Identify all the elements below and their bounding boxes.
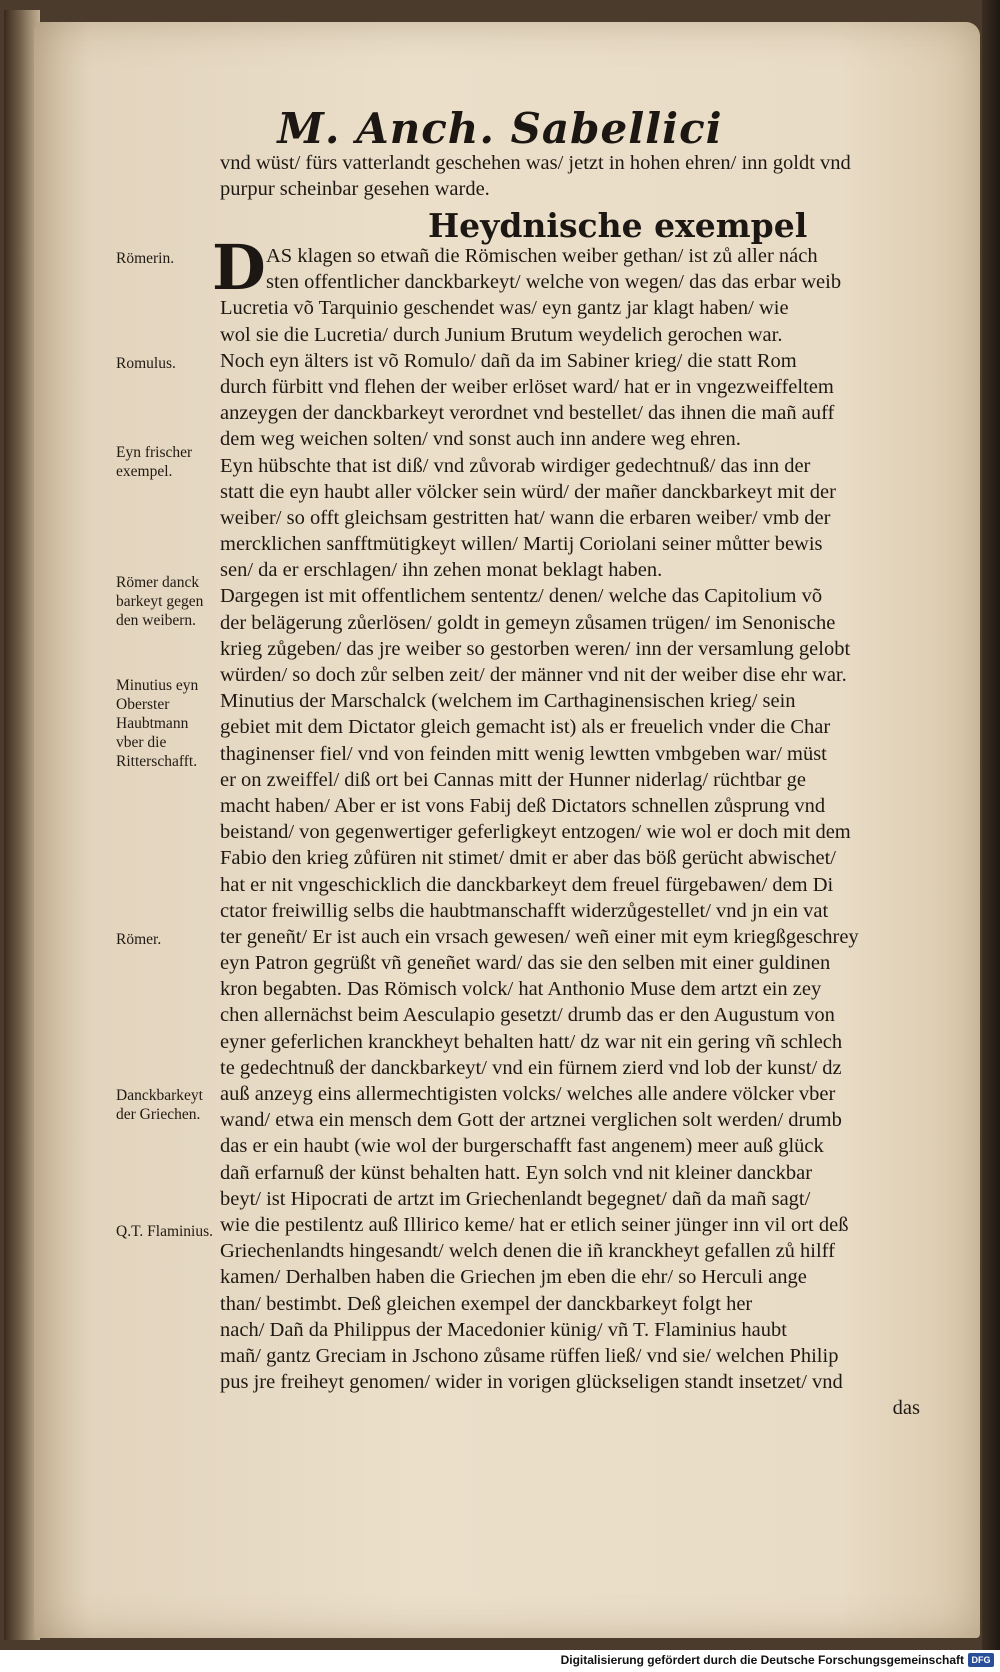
drop-cap: D (212, 231, 266, 304)
text-line: anzeygen der danckbarkeyt verordnet vnd bestellet/ das ihnen die mañ auff (220, 402, 835, 425)
text-line: ctator freiwillig selbs die haubtmanschafft widerzůgestellet/ vnd jn ein vat (220, 899, 829, 922)
text-line: chen allernächst beim Aesculapio gesetzt/ drumb das er den Augustum von (220, 1004, 835, 1027)
text-line: AS klagen so etwañ die Römischen weiber gethan/ ist zů aller nách (266, 245, 818, 267)
scan-right-border (982, 0, 1000, 1650)
text-line: Griechenlandts hingesandt/ welch denen die iñ kranckheyt gefallen zů hilff (220, 1240, 835, 1263)
margin-note: Minutius eyn Oberster Haubtmann vber die Ritterschafft. (116, 677, 199, 770)
text-line: eyner geferlichen kranckheyt behalten hatt/ dz war nit ein gering vñ schlech (220, 1030, 843, 1053)
text-line: der belägerung zůerlösen/ goldt in gemeyn zůsamen trügen/ im Senonische (220, 611, 836, 634)
text-line: Fabio den krieg zůfüren nit stimet/ dmit er aber das böß gerücht abwischet/ (220, 847, 836, 870)
text-line: er on zweiffel/ diß ort bei Cannas mitt der Hunner niderlag/ rüchtbar ge (220, 768, 806, 791)
text-line: nach/ Dañ da Philippus der Macedonier künig/ vñ T. Flaminius haubt (220, 1318, 787, 1341)
text-line: Noch eyn älters ist võ Romulo/ dañ da im Sabiner krieg/ die statt Rom (220, 349, 797, 372)
margin-note: Römerin. (116, 250, 175, 267)
text-line: gebiet mit dem Dictator gleich gemacht ist) als er freuelich vnder die Char (220, 716, 831, 739)
margin-note: Romulus. (116, 355, 176, 372)
section-heading: Heydnische exempel (428, 206, 808, 245)
text-line: statt die eyn haubt aller völcker sein würd/ der mañer danckbarkeyt mit der (220, 480, 836, 503)
text-line: than/ bestimbt. Deß gleichen exempel der danckbarkeyt folgt her (220, 1292, 753, 1315)
text-line: beistand/ von gegenwertiger geferligkeyt entzogen/ wie wol er doch mit dem (220, 821, 851, 844)
running-head: M. Anch. Sabellici (277, 104, 723, 153)
text-line: te gedechtnuß der danckbarkeyt/ vnd ein fürnem zierd vnd lob der kunst/ dz (220, 1056, 842, 1079)
text-line: wol sie die Lucretia/ durch Junium Brutum weydelich gerochen war. (220, 323, 783, 346)
text-line: auß anzeyg eins allermechtigisten volcks/ welches alle andere völcker vber (220, 1083, 836, 1105)
text-line: mañ/ gantz Greciam in Jschono zůsame rüffen ließ/ vnd sie/ welchen Philip (220, 1344, 839, 1367)
text-line: weiber/ so offt gleichsam gestritten hat/ wann die erbaren weiber/ vmb der (220, 506, 831, 529)
text-line: sten offentlicher danckbarkeyt/ welche von wegen/ das das erbar weib (266, 271, 842, 294)
margin-note: Eyn frischer exempel. (116, 444, 193, 480)
catchword: das (892, 1397, 920, 1420)
text-line: Eyn hübschte that ist diß/ vnd zůvorab wirdiger gedechtnuß/ das inn der (220, 454, 811, 477)
text-line: sen/ da er erschlagen/ ihn zehen monat beklagt haben. (220, 559, 663, 582)
text-line: würden/ so doch zůr selben zeit/ der männer vnd nit der weiber dise ehr war. (220, 664, 847, 686)
dfg-logo: DFG (968, 1653, 994, 1667)
text-line: das er ein haubt (wie wol der burgerschafft fast angenem) meer auß glück (220, 1135, 824, 1158)
footer-bar (0, 1650, 1000, 1672)
text-line: purpur scheinbar gesehen warde. (220, 178, 490, 201)
intro-text (220, 150, 920, 202)
text-line: Lucretia võ Tarquinio geschendet was/ eyn gantz jar klagt haben/ wie (220, 297, 789, 320)
text-line: pus jre freiheyt genomen/ wider in vorigen glückseligen standt insetzet/ vnd (220, 1371, 843, 1394)
text-line: vnd wüst/ fürs vatterlandt geschehen was/ jetzt in hohen ehren/ inn goldt vnd (220, 152, 851, 174)
text-line: krieg zůgeben/ das jre weiber so gestorben weren/ inn der versamlung gelobt (220, 637, 851, 660)
text-line: Dargegen ist mit offentlichem sententz/ denen/ welche das Capitolium võ (220, 585, 823, 608)
text-line: mercklichen sanfftmütigkeyt willen/ Martij Coriolani seiner můtter bewis (220, 533, 823, 556)
text-line: durch fürbitt vnd flehen der weiber erlöset ward/ hat er in vngezweiffeltem (220, 375, 834, 398)
text-line: dañ erfarnuß der künst behalten hatt. Eyn solch vnd nit kleiner danckbar (220, 1161, 813, 1184)
text-line: dem weg weichen solten/ vnd sonst auch inn andere weg ehren. (220, 428, 741, 451)
text-line: wand/ etwa ein mensch dem Gott der artznei verglichen solt werden/ drumb (220, 1109, 842, 1132)
margin-note: Danckbarkeyt der Griechen. (116, 1087, 203, 1123)
footer-credit: Digitalisierung gefördert durch die Deutsche Forschungsgemeinschaft (560, 1653, 964, 1667)
text-line: wie die pestilentz auß Illirico keme/ hat er etlich seiner jünger inn vil ort deß (220, 1213, 849, 1236)
text-line: thaginenser fiel/ vnd von feinden mitt wenig lewtten vmbgeben war/ müst (220, 742, 827, 765)
margin-note: Römer danck barkeyt gegen den weibern. (116, 574, 204, 629)
text-line: eyn Patron gegrüßt vñ geneñet ward/ das sie den selben mit einer guldinen (220, 952, 831, 975)
margin-note: Q.T. Flaminius. (116, 1223, 214, 1240)
text-line: Minutius der Marschalck (welchem im Carthaginensischen krieg/ sein (220, 690, 796, 713)
margin-note: Römer. (116, 931, 162, 948)
text-line: ter geneñt/ Er ist auch ein vrsach gewesen/ weñ einer mit eym kriegßgeschrey (220, 925, 859, 948)
text-line: macht haben/ Aber er ist vons Fabij deß Dictators schnellen zůsprung vnd (220, 794, 826, 817)
text-line: beyt/ ist Hipocrati de artzt im Griechenlandt begegnet/ dañ da mañ sagt/ (220, 1187, 811, 1210)
main-text (220, 243, 920, 1421)
text-line: kron begabten. Das Römisch volck/ hat Anthonio Muse dem artzt ein zey (220, 978, 822, 1001)
text-line: kamen/ Derhalben haben die Griechen jm eben die ehr/ so Herculi ange (220, 1266, 807, 1289)
text-line: hat er nit vngeschicklich die danckbarkeyt dem freuel fürgebawen/ dem Di (220, 873, 834, 896)
